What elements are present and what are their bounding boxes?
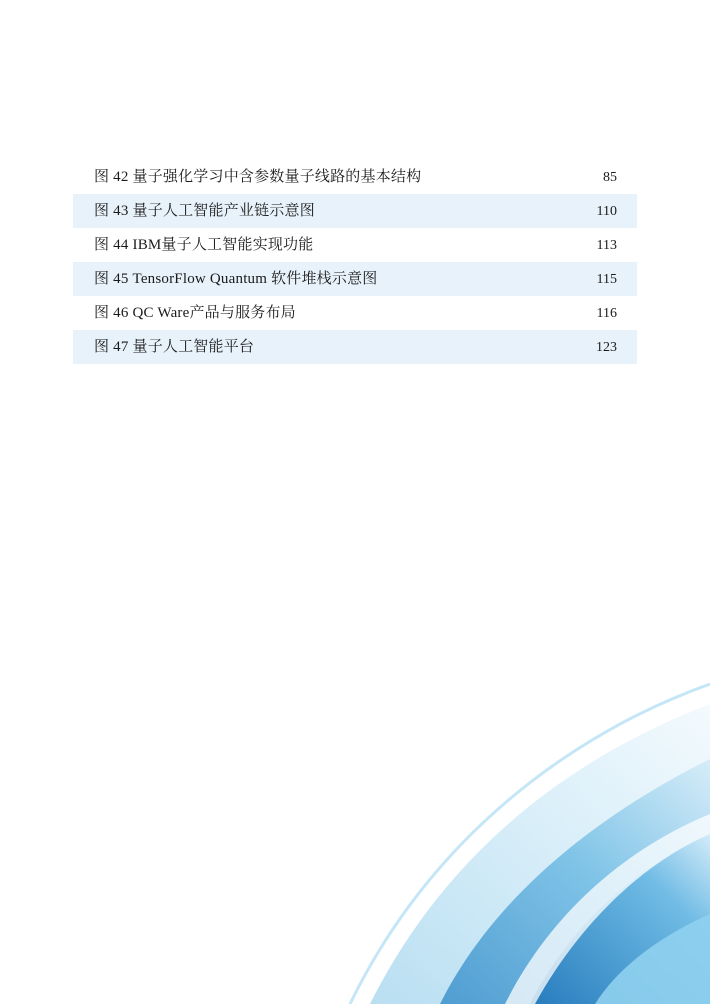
figure-page-number: 116 xyxy=(596,306,617,321)
list-item xyxy=(73,330,637,364)
figure-page-number: 113 xyxy=(596,238,617,253)
decorative-swoosh-graphic xyxy=(280,664,710,1004)
figure-caption: 图 44 IBM量子人工智能实现功能 xyxy=(94,237,314,253)
list-item xyxy=(73,296,637,330)
list-item xyxy=(73,160,637,194)
list-item xyxy=(73,262,637,296)
figure-caption: 图 43 量子人工智能产业链示意图 xyxy=(94,203,315,219)
figure-caption: 图 46 QC Ware产品与服务布局 xyxy=(94,305,296,321)
figure-caption: 图 47 量子人工智能平台 xyxy=(94,339,255,355)
figure-caption: 图 42 量子强化学习中含参数量子线路的基本结构 xyxy=(94,169,422,185)
figure-list xyxy=(73,160,637,364)
figure-caption: 图 45 TensorFlow Quantum 软件堆栈示意图 xyxy=(94,271,378,287)
figure-page-number: 110 xyxy=(596,204,617,219)
figure-page-number: 85 xyxy=(603,170,617,185)
list-item xyxy=(73,228,637,262)
figure-page-number: 115 xyxy=(596,272,617,287)
list-item xyxy=(73,194,637,228)
figure-page-number: 123 xyxy=(596,340,617,355)
